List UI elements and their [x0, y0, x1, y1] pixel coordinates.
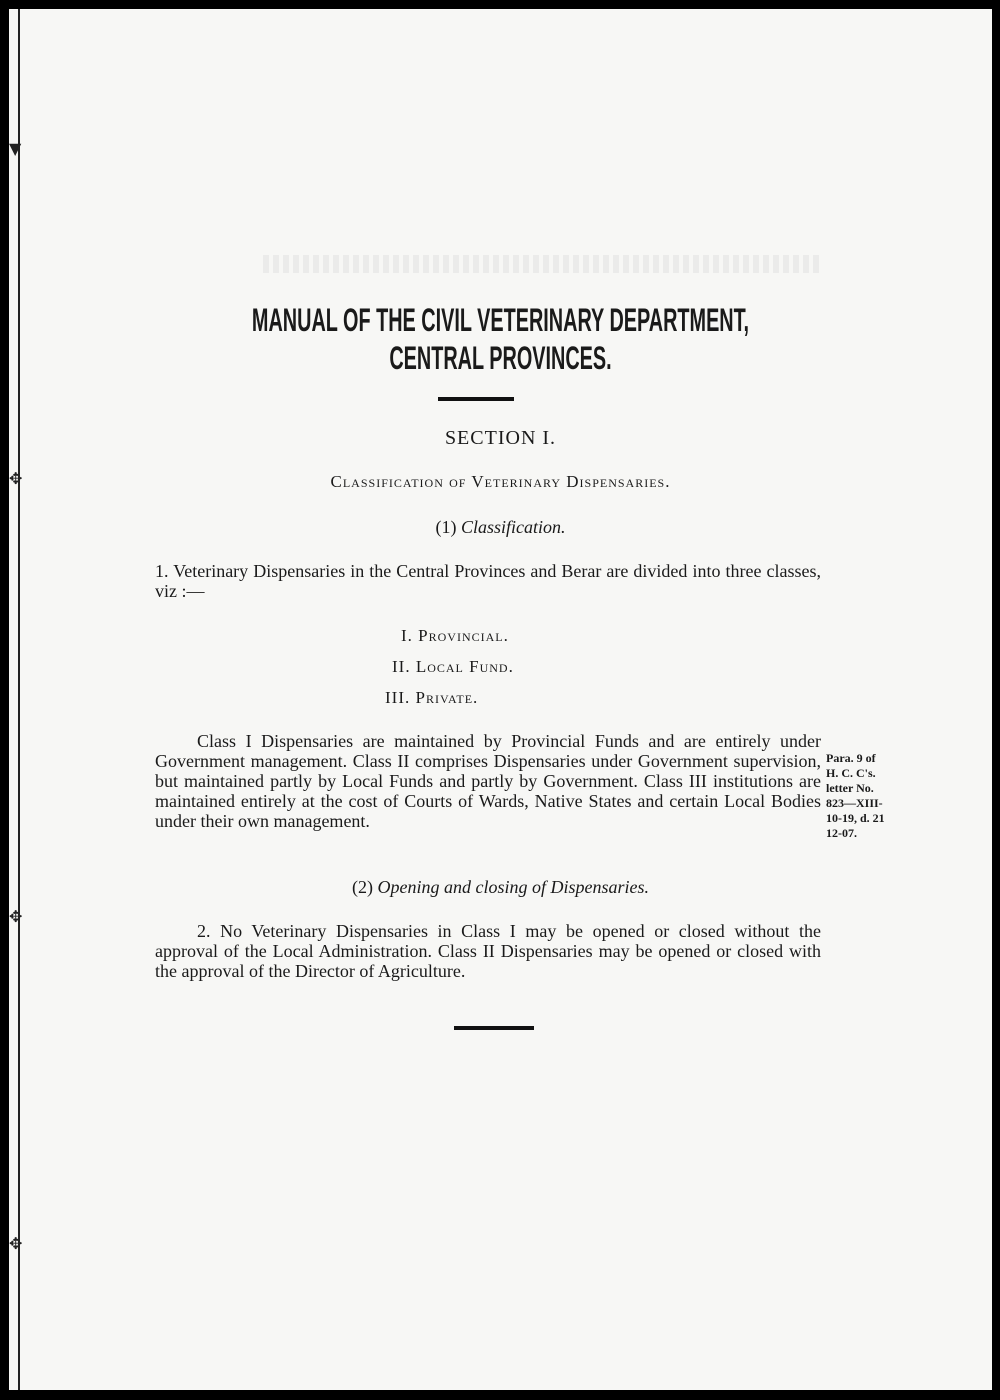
class-item: II. Local Fund.	[392, 657, 514, 676]
class-item: I. Provincial.	[401, 626, 509, 645]
class-item: III. Private.	[385, 688, 479, 707]
bleed-through-text	[259, 255, 819, 273]
paragraph-classes: Class I Dispensaries are maintained by Provincial Funds and are entirely under Government management. Class II comprises Dispensaries under Government supervision, but maintained partly by Local Funds and partly by Government. Class III institutions are maintained entirely at the cost of Courts of Wards, Native States and certain Local Bodies under their own management.	[155, 731, 821, 831]
paragraph-2: 2. No Veterinary Dispensaries in Class I may be opened or closed without the approval of the Local Administration. Class II Dispensaries may be opened or closed with the approval of the Director of Agriculture.	[155, 921, 821, 981]
end-rule	[454, 1026, 534, 1030]
section-title: SECTION I.	[444, 427, 557, 449]
document-page	[9, 9, 992, 1390]
document-title: MANUAL OF THE CIVIL VETERINARY DEPARTMENT, CENTRAL PROVINCES.	[251, 302, 750, 376]
title-rule	[438, 397, 514, 401]
margin-ornament-icon: ✥	[9, 907, 23, 926]
subsection-1-heading: (1) Classification.	[435, 517, 566, 537]
marginal-note: Para. 9 of H. C. C's. letter No. 823—XIII- 10-19, d. 21 12-07.	[826, 751, 885, 840]
subsection-2-heading: (2) Opening and closing of Dispensaries.	[352, 877, 649, 897]
section-heading: Classification of Veterinary Dispensaries.	[330, 472, 671, 491]
binding-margin-line	[18, 9, 20, 1390]
margin-ornament-icon: ▼	[9, 139, 22, 158]
paragraph-1: 1. Veterinary Dispensaries in the Central Provinces and Berar are divided into three classes, viz :—	[155, 561, 821, 601]
margin-ornament-icon: ✥	[9, 1234, 23, 1253]
margin-ornament-icon: ✥	[9, 469, 23, 488]
